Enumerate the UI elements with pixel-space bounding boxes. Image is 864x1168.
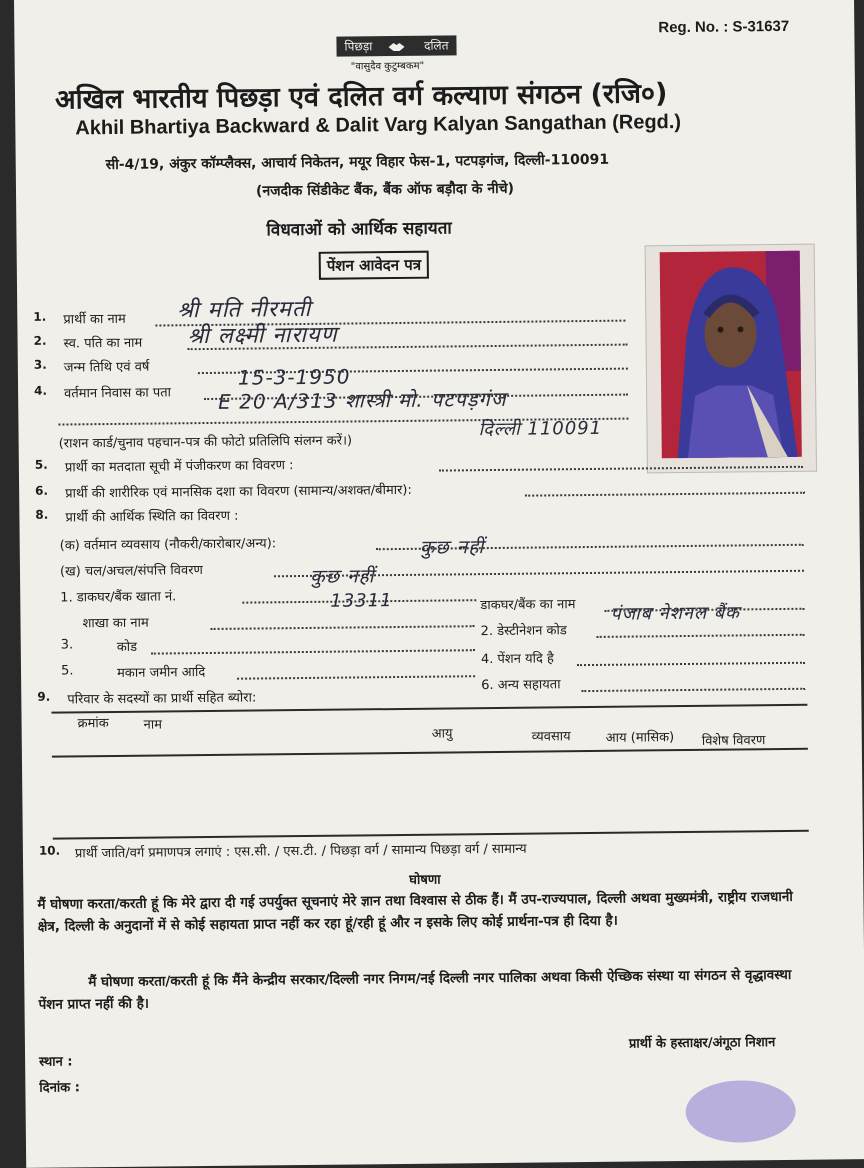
handshake-icon xyxy=(386,38,406,54)
family-details-label: परिवार के सदस्यों का प्रार्थी सहित ब्योरा: xyxy=(67,690,257,708)
pension-label: 4. पेंशन यदि है xyxy=(480,651,554,668)
field-number: 3. xyxy=(33,357,47,372)
account-number-value[interactable]: 13311 xyxy=(330,590,393,612)
organization-name-hindi: अखिल भारतीय पिछड़ा एवं दलित वर्ग कल्याण संगठन (रजि०) xyxy=(54,78,668,116)
house-number: 5. xyxy=(60,663,74,679)
occupation-label: (क) वर्तमान व्यवसाय (नौकरी/कारोबार/अन्य): xyxy=(59,536,277,554)
field-number: 4. xyxy=(34,383,48,398)
table-rule xyxy=(52,748,808,758)
dotted-line xyxy=(151,649,475,654)
husband-name-value[interactable]: श्री लक्ष्मी नारायण xyxy=(187,322,338,350)
bank-name-value[interactable]: पंजाब नेशनल बैंक xyxy=(610,602,741,625)
dotted-line xyxy=(597,634,805,638)
birth-date-label: जन्म तिथि एवं वर्ष xyxy=(63,359,150,376)
dotted-line xyxy=(581,688,805,692)
field-number: 9. xyxy=(37,689,51,704)
logo-motto: "वासुदैव कुटुम्बकम" xyxy=(350,60,425,73)
health-condition-label: प्रार्थी की शारीरिक एवं मानसिक दशा का विवरण (सामान्य/अशक्त/बीमार): xyxy=(65,482,412,502)
field-number: 1. xyxy=(33,309,47,324)
dotted-line xyxy=(577,662,805,666)
form-title: पेंशन आवेदन पत्र xyxy=(319,251,430,280)
field-number: 6. xyxy=(35,483,49,498)
column-header-serial: क्रमांक xyxy=(77,716,109,732)
place-label: स्थान : xyxy=(39,1054,73,1070)
destination-code-label: 2. डेस्टीनेशन कोड xyxy=(480,623,567,640)
birth-date-value[interactable]: 15-3-1950 xyxy=(237,364,351,390)
address-city-value[interactable]: दिल्ली 110091 xyxy=(478,417,603,441)
bank-name-label: डाकघर/बैंक का नाम xyxy=(480,597,576,614)
address-label: वर्तमान निवास का पता xyxy=(64,385,172,402)
ration-card-note: (राशन कार्ड/चुनाव पहचान-पत्र की फोटो प्रतिलिपि संलग्न करें।) xyxy=(58,433,353,452)
dotted-line xyxy=(525,492,805,497)
field-number: 5. xyxy=(34,457,48,472)
applicant-name-label: प्रार्थी का नाम xyxy=(63,311,126,328)
other-help-label: 6. अन्य सहायता xyxy=(481,677,561,694)
column-header-income: आय (मासिक) xyxy=(605,730,675,746)
declaration-paragraph-1: मैं घोषणा करता/करती हूं कि मेरे द्वारा दी गई उपर्युक्त सूचनाएं मेरे ज्ञान तथा विश्वास से ठीक हैं। मैं उप-राज्यपाल, दिल्ली अथवा मुख्यमंत्री, राष्ट्रीय राजधानी क्षेत्र, दिल्ली के अनुदानों में से कोई सहायता प्राप्त नहीं कर रहा हूं/रही हूं और न इसके लिए कोई प्रार्थना-पत्र ही दिया है। xyxy=(37,888,793,935)
property-label: (ख) चल/अचल/संपत्ति विवरण xyxy=(59,563,204,580)
date-label: दिनांक : xyxy=(39,1080,81,1096)
field-number: 8. xyxy=(35,507,49,522)
field-number: 2. xyxy=(33,333,47,348)
applicant-photo xyxy=(645,244,817,474)
applicant-name-value[interactable]: श्री मति नीरमती xyxy=(177,296,312,324)
code-label: कोड xyxy=(116,639,138,655)
registration-number: Reg. No. : S-31637 xyxy=(658,17,790,37)
address-landmark: (नजदीक सिंडीकेट बैंक, बैंक ऑफ बड़ौदा के नीचे) xyxy=(255,180,515,200)
occupation-value[interactable]: कुछ नहीं xyxy=(419,536,485,559)
table-rule xyxy=(53,830,809,840)
dotted-line xyxy=(237,675,475,679)
column-header-name: नाम xyxy=(143,717,163,733)
thumb-impression xyxy=(685,1080,796,1143)
field-number: 10. xyxy=(38,843,61,858)
organization-name-english: Akhil Bhartiya Backward & Dalit Varg Kalyan Sangathan (Regd.) xyxy=(75,111,682,140)
declaration-title: घोषणा xyxy=(409,872,441,888)
voter-registration-label: प्रार्थी का मतदाता सूची में पंजीकरण का विवरण : xyxy=(64,458,294,476)
property-value[interactable]: कुछ नहीं xyxy=(309,565,375,588)
column-header-remarks: विशेष विवरण xyxy=(701,733,766,749)
caste-certificate-label: प्रार्थी जाति/वर्ग प्रमाणपत्र लगाएं : एस.सी. / एस.टी. / पिछड़ा वर्ग / सामान्य पिछड़ा वर्ग / सामान्य xyxy=(74,841,527,862)
code-number: 3. xyxy=(60,637,74,653)
application-form-sheet xyxy=(14,0,864,1168)
account-number-label: 1. डाकघर/बैंक खाता नं. xyxy=(60,589,177,606)
branch-name-label: शाखा का नाम xyxy=(82,615,149,632)
form-subtitle: विधवाओं को आर्थिक सहायता xyxy=(266,218,452,241)
column-header-age: आयु xyxy=(431,726,453,742)
logo-left-text: पिछड़ा xyxy=(344,39,373,54)
economic-status-label: प्रार्थी की आर्थिक स्थिति का विवरण : xyxy=(65,508,239,526)
signature-label: प्रार्थी के हस्ताक्षर/अंगूठा निशान xyxy=(628,1035,776,1052)
husband-name-label: स्व. पति का नाम xyxy=(63,335,143,352)
dotted-line xyxy=(211,625,475,630)
logo-right-text: दलित xyxy=(423,38,449,53)
column-header-occupation: व्यवसाय xyxy=(531,729,571,745)
organization-logo xyxy=(336,35,456,76)
address-value[interactable]: E 20 A/313 शास्त्री मो. पटपड़गंज xyxy=(218,386,507,414)
house-land-label: मकान जमीन आदि xyxy=(116,665,206,681)
organization-address: सी-4/19, अंकुर कॉम्प्लैक्स, आचार्य निकेतन, मयूर विहार फेस-1, पटपड़गंज, दिल्ली-110091 xyxy=(105,151,610,174)
declaration-paragraph-2: मैं घोषणा करता/करती हूं कि मैंने केन्द्रीय सरकार/दिल्ली नगर निगम/नई दिल्ली नगर पालिका अथवा किसी ऐच्छिक संस्था या संगठन से वृद्धावस्था पेंशन प्राप्त नहीं की है। xyxy=(38,966,792,1013)
